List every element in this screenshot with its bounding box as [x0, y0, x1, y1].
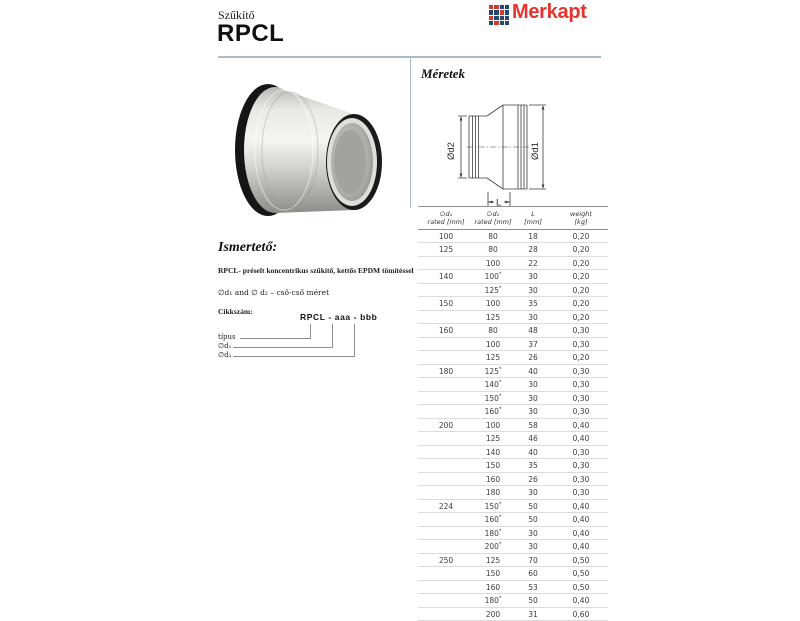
cell-d1: [418, 256, 474, 270]
table-row: [418, 391, 608, 405]
cell-d2: 125*: [474, 283, 512, 297]
cell-length: 50: [512, 513, 554, 527]
cell-length: 50: [512, 594, 554, 608]
cell-d1: [418, 540, 474, 554]
table-row: [418, 378, 608, 392]
code-legend-type: típus: [218, 333, 236, 341]
cell-length: 50: [512, 499, 554, 513]
cell-length: 35: [512, 459, 554, 473]
table-row: [418, 324, 608, 338]
cell-weight: 0,30: [554, 391, 608, 405]
cell-weight: 0,40: [554, 526, 608, 540]
cell-weight: 0,50: [554, 567, 608, 581]
table-row: [418, 513, 608, 527]
cell-weight: 0,30: [554, 405, 608, 419]
cell-d2: 200: [474, 607, 512, 621]
product-description: RPCL- préselt koncentrikus szűkítő, kettős EPDM tömítéssel: [218, 266, 414, 275]
table-row: [418, 580, 608, 594]
table-row: [418, 594, 608, 608]
cell-d2: 125*: [474, 364, 512, 378]
order-code-label: Cikkszám:: [218, 307, 253, 316]
cell-d1: 100: [418, 229, 474, 243]
col-header-length: L [mm]: [512, 207, 554, 230]
cell-d2: 125: [474, 553, 512, 567]
cell-length: 28: [512, 243, 554, 257]
legend-connector-line: [354, 324, 355, 357]
cell-d1: [418, 486, 474, 500]
logo-square: [494, 21, 498, 25]
cell-length: 30: [512, 270, 554, 284]
logo-square: [500, 10, 504, 14]
cell-weight: 0,50: [554, 580, 608, 594]
cell-d1: [418, 432, 474, 446]
technical-drawing: [443, 96, 558, 214]
cell-d2: 150: [474, 459, 512, 473]
cell-d1: [418, 391, 474, 405]
cell-d1: 200: [418, 418, 474, 432]
cell-weight: 0,40: [554, 432, 608, 446]
table-row: [418, 418, 608, 432]
cell-d1: [418, 567, 474, 581]
cell-d2: 180*: [474, 594, 512, 608]
cell-length: 18: [512, 229, 554, 243]
cell-d1: [418, 310, 474, 324]
logo-square: [500, 5, 504, 9]
table-row: [418, 432, 608, 446]
logo-square: [505, 10, 509, 14]
table-row: [418, 270, 608, 284]
cell-d1: [418, 472, 474, 486]
cell-d2: 125: [474, 432, 512, 446]
col-header-weight: weight [kg]: [554, 207, 608, 230]
size-table-header: [418, 207, 608, 230]
order-code-pattern: RPCL - aaa - bbb: [300, 312, 378, 322]
cell-d2: 100: [474, 297, 512, 311]
cell-d2: 125: [474, 310, 512, 324]
table-row: [418, 310, 608, 324]
cell-d2: 100*: [474, 270, 512, 284]
cell-weight: 0,20: [554, 270, 608, 284]
cell-d1: [418, 607, 474, 621]
cell-d2: 80: [474, 243, 512, 257]
cell-d1: 224: [418, 499, 474, 513]
cell-weight: 0,40: [554, 499, 608, 513]
cell-weight: 0,40: [554, 513, 608, 527]
cell-weight: 0,20: [554, 351, 608, 365]
legend-connector-line: [310, 324, 311, 339]
table-row: [418, 553, 608, 567]
cell-weight: 0,60: [554, 607, 608, 621]
cell-length: 70: [512, 553, 554, 567]
cell-length: 26: [512, 472, 554, 486]
table-row: [418, 351, 608, 365]
logo-square: [505, 16, 509, 20]
logo-square: [489, 5, 493, 9]
cell-length: 48: [512, 324, 554, 338]
col-header-d1: ∅d₁ rated [mm]: [418, 207, 474, 230]
table-row: [418, 459, 608, 473]
cell-d1: [418, 283, 474, 297]
logo-square: [505, 5, 509, 9]
cell-d1: 125: [418, 243, 474, 257]
column-divider: [410, 56, 411, 208]
cell-d2: 100: [474, 256, 512, 270]
drawing-label-d2: Ød2: [446, 142, 457, 160]
logo-square: [494, 16, 498, 20]
cell-length: 30: [512, 486, 554, 500]
cell-d1: 150: [418, 297, 474, 311]
cell-d2: 80: [474, 229, 512, 243]
logo-square: [494, 5, 498, 9]
cell-weight: 0,20: [554, 229, 608, 243]
cell-weight: 0,20: [554, 310, 608, 324]
cell-d1: 180: [418, 364, 474, 378]
cell-d2: 150: [474, 567, 512, 581]
size-table: [418, 206, 608, 621]
cell-d2: 160*: [474, 513, 512, 527]
cell-length: 30: [512, 283, 554, 297]
table-row: [418, 486, 608, 500]
legend-connector-line: [332, 324, 333, 348]
size-table-body: [418, 229, 608, 621]
cell-d2: 100: [474, 418, 512, 432]
cell-length: 60: [512, 567, 554, 581]
cell-length: 40: [512, 364, 554, 378]
table-row: [418, 607, 608, 621]
cell-length: 30: [512, 526, 554, 540]
cell-length: 31: [512, 607, 554, 621]
cell-d1: [418, 405, 474, 419]
cell-weight: 0,30: [554, 337, 608, 351]
logo-square: [489, 21, 493, 25]
cell-weight: 0,20: [554, 283, 608, 297]
logo-square: [500, 16, 504, 20]
cell-d2: 180*: [474, 526, 512, 540]
code-legend-d2: ∅d₂: [218, 351, 232, 359]
cell-weight: 0,20: [554, 243, 608, 257]
cell-d1: [418, 337, 474, 351]
cell-length: 40: [512, 445, 554, 459]
product-title: RPCL: [217, 20, 285, 47]
cell-d1: [418, 378, 474, 392]
cell-d2: 100: [474, 337, 512, 351]
cell-d2: 125: [474, 351, 512, 365]
drawing-label-d1: Ød1: [530, 142, 541, 160]
cell-d1: 140: [418, 270, 474, 284]
cell-weight: 0,30: [554, 445, 608, 459]
cell-weight: 0,40: [554, 418, 608, 432]
cell-weight: 0,30: [554, 324, 608, 338]
cell-d1: [418, 445, 474, 459]
logo-square: [489, 10, 493, 14]
dimension-note: ∅d₁ and ∅ d₂ – cső-cső méret: [218, 288, 330, 297]
cell-length: 30: [512, 405, 554, 419]
table-row: [418, 364, 608, 378]
cell-d1: [418, 594, 474, 608]
cell-d1: [418, 513, 474, 527]
product-photo: [228, 76, 400, 228]
cell-weight: 0,30: [554, 378, 608, 392]
cell-d2: 140: [474, 445, 512, 459]
cell-length: 46: [512, 432, 554, 446]
cell-weight: 0,20: [554, 297, 608, 311]
cell-length: 22: [512, 256, 554, 270]
brand-name: Merkapt: [512, 1, 587, 23]
logo-square: [505, 21, 509, 25]
cell-d2: 80: [474, 324, 512, 338]
cell-length: 30: [512, 378, 554, 392]
table-row: [418, 567, 608, 581]
cell-length: 58: [512, 418, 554, 432]
table-row: [418, 499, 608, 513]
table-row: [418, 540, 608, 554]
cell-d2: 180: [474, 486, 512, 500]
legend-connector-line: [233, 356, 354, 357]
table-row: [418, 445, 608, 459]
logo-square: [500, 21, 504, 25]
cell-d1: [418, 459, 474, 473]
cell-d2: 200*: [474, 540, 512, 554]
brand-logo-icon: [489, 5, 509, 25]
cell-length: 35: [512, 297, 554, 311]
cell-d2: 140*: [474, 378, 512, 392]
table-row: [418, 405, 608, 419]
table-row: [418, 337, 608, 351]
table-row: [418, 283, 608, 297]
legend-connector-line: [233, 347, 332, 348]
cell-length: 30: [512, 310, 554, 324]
cell-weight: 0,50: [554, 553, 608, 567]
cell-weight: 0,30: [554, 459, 608, 473]
cell-weight: 0,30: [554, 472, 608, 486]
cell-d1: [418, 351, 474, 365]
code-legend-d1: ∅d₁: [218, 342, 232, 350]
cell-d2: 160*: [474, 405, 512, 419]
cell-weight: 0,40: [554, 540, 608, 554]
cell-weight: 0,30: [554, 486, 608, 500]
cell-length: 37: [512, 337, 554, 351]
cell-d2: 150*: [474, 391, 512, 405]
cell-length: 53: [512, 580, 554, 594]
cell-weight: 0,30: [554, 364, 608, 378]
description-heading: Ismertető:: [218, 240, 278, 255]
product-subtitle: Szűkítő: [218, 8, 255, 22]
logo-square: [494, 10, 498, 14]
cell-weight: 0,40: [554, 594, 608, 608]
cell-d2: 160: [474, 580, 512, 594]
cell-d1: 250: [418, 553, 474, 567]
cell-length: 30: [512, 391, 554, 405]
table-row: [418, 256, 608, 270]
cell-d2: 150*: [474, 499, 512, 513]
cell-d1: 160: [418, 324, 474, 338]
table-row: [418, 526, 608, 540]
table-row: [418, 297, 608, 311]
drawing-label-length: L: [496, 197, 502, 209]
cell-d1: [418, 526, 474, 540]
legend-connector-line: [240, 338, 310, 339]
cell-length: 26: [512, 351, 554, 365]
logo-square: [489, 16, 493, 20]
dimensions-heading: Méretek: [421, 66, 466, 81]
cell-d2: 160: [474, 472, 512, 486]
table-row: [418, 472, 608, 486]
col-header-d2: ∅d₂ rated [mm]: [474, 207, 512, 230]
cell-weight: 0,20: [554, 256, 608, 270]
cell-length: 30: [512, 540, 554, 554]
table-row: [418, 229, 608, 243]
table-row: [418, 243, 608, 257]
cell-d1: [418, 580, 474, 594]
